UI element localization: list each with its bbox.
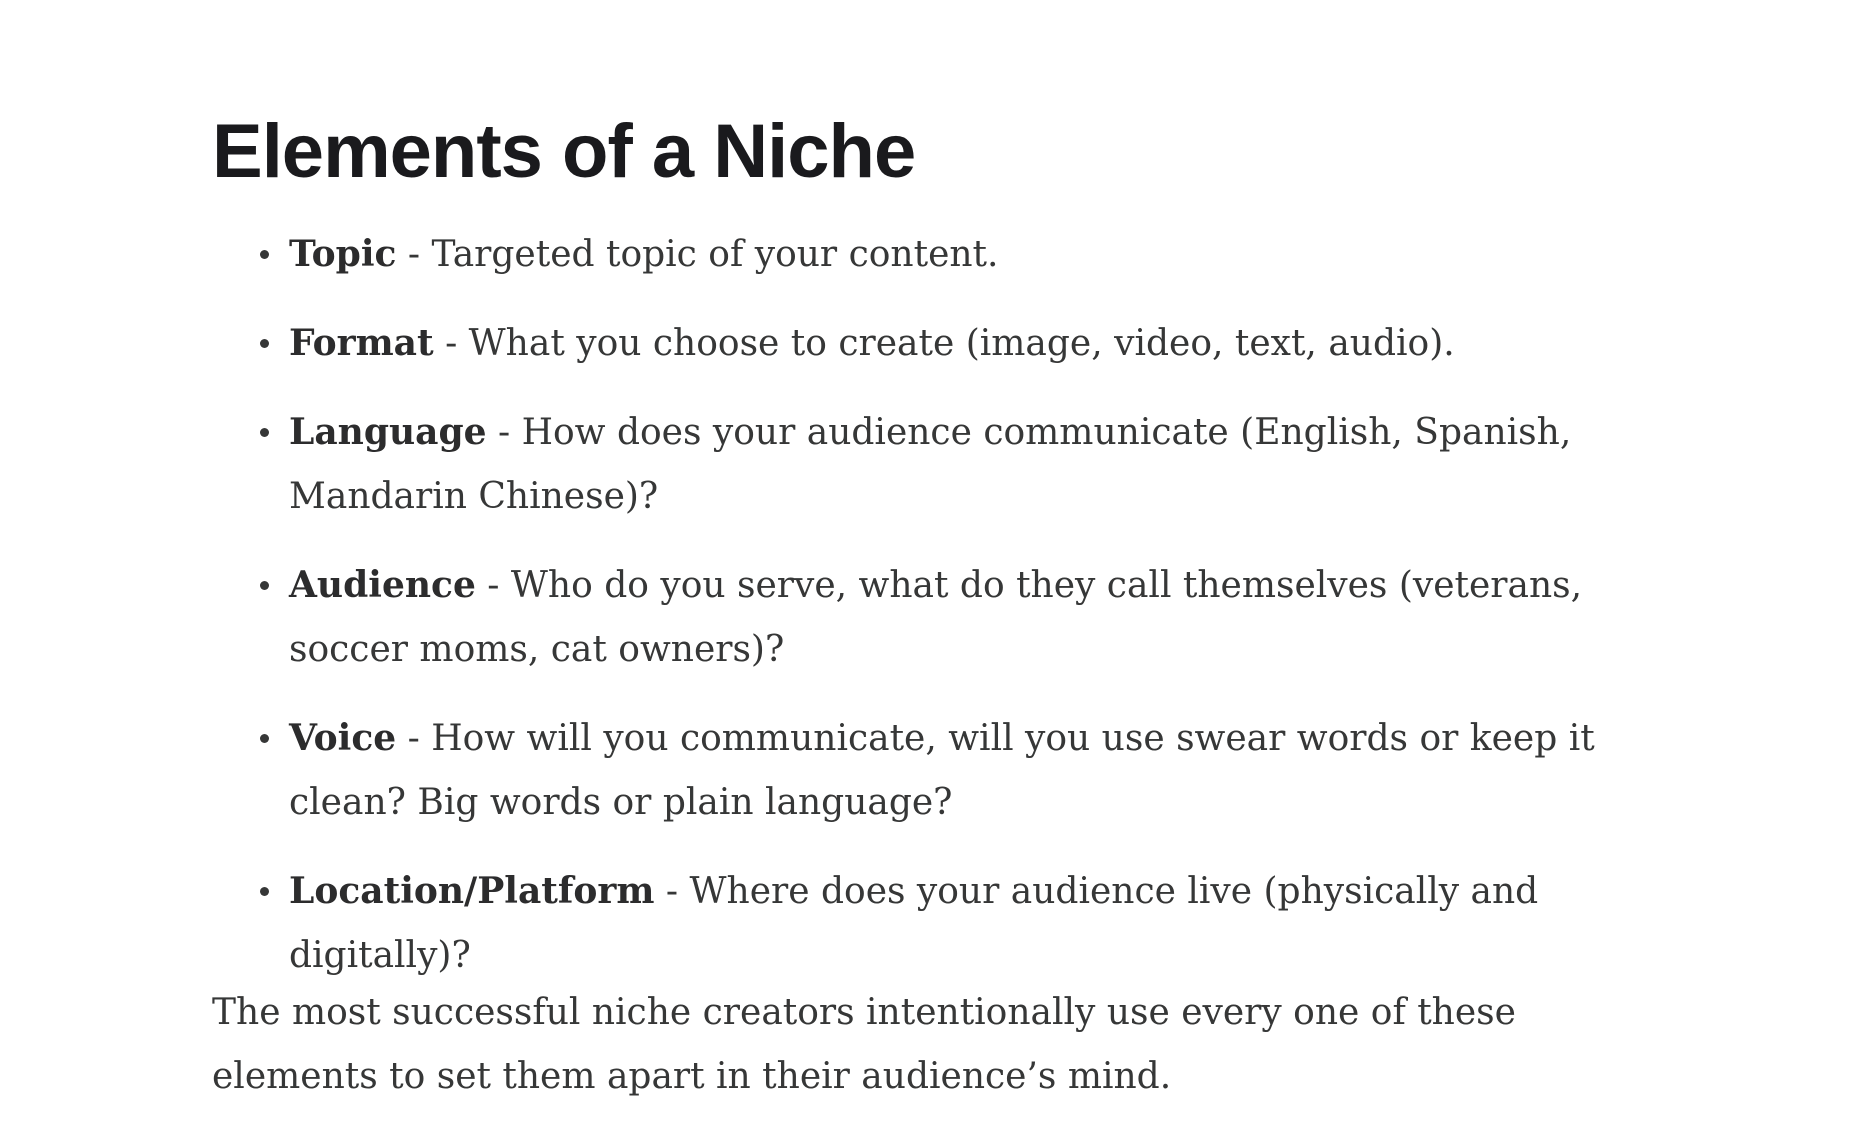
list-item bbox=[289, 400, 1662, 529]
element-term: Voice bbox=[289, 717, 397, 759]
list-item bbox=[289, 311, 1662, 376]
element-description: - How does your audience communicate (English, Spanish, Mandarin Chinese)? bbox=[289, 412, 1572, 517]
bullet-icon bbox=[260, 428, 269, 437]
page-title: Elements of a Niche bbox=[212, 109, 916, 194]
bullet-icon bbox=[260, 734, 269, 743]
element-description: - Targeted topic of your content. bbox=[396, 234, 999, 275]
element-term: Language bbox=[289, 411, 487, 453]
element-term: Format bbox=[289, 322, 434, 364]
bullet-icon bbox=[260, 887, 269, 896]
bullet-icon bbox=[260, 581, 269, 590]
bullet-icon bbox=[260, 339, 269, 348]
element-description: - What you choose to create (image, video, text, audio). bbox=[433, 323, 1455, 364]
list-item bbox=[289, 859, 1662, 988]
element-term: Location/Platform bbox=[289, 870, 655, 912]
list-item bbox=[289, 553, 1662, 682]
element-term: Topic bbox=[289, 233, 397, 275]
list-item bbox=[289, 706, 1662, 835]
list-item bbox=[289, 222, 1662, 287]
element-description: - Who do you serve, what do they call themselves (veterans, soccer moms, cat owners)? bbox=[289, 565, 1583, 670]
bullet-icon bbox=[260, 250, 269, 259]
closing-paragraph: The most successful niche creators intentionally use every one of these elements to set them apart in their audience’s mind. bbox=[212, 992, 1516, 1097]
element-description: - How will you communicate, will you use swear words or keep it clean? Big words or plain language? bbox=[289, 718, 1595, 823]
niche-elements-list bbox=[212, 222, 1662, 1012]
element-term: Audience bbox=[289, 564, 476, 606]
element-description: - Where does your audience live (physically and digitally)? bbox=[289, 871, 1539, 976]
